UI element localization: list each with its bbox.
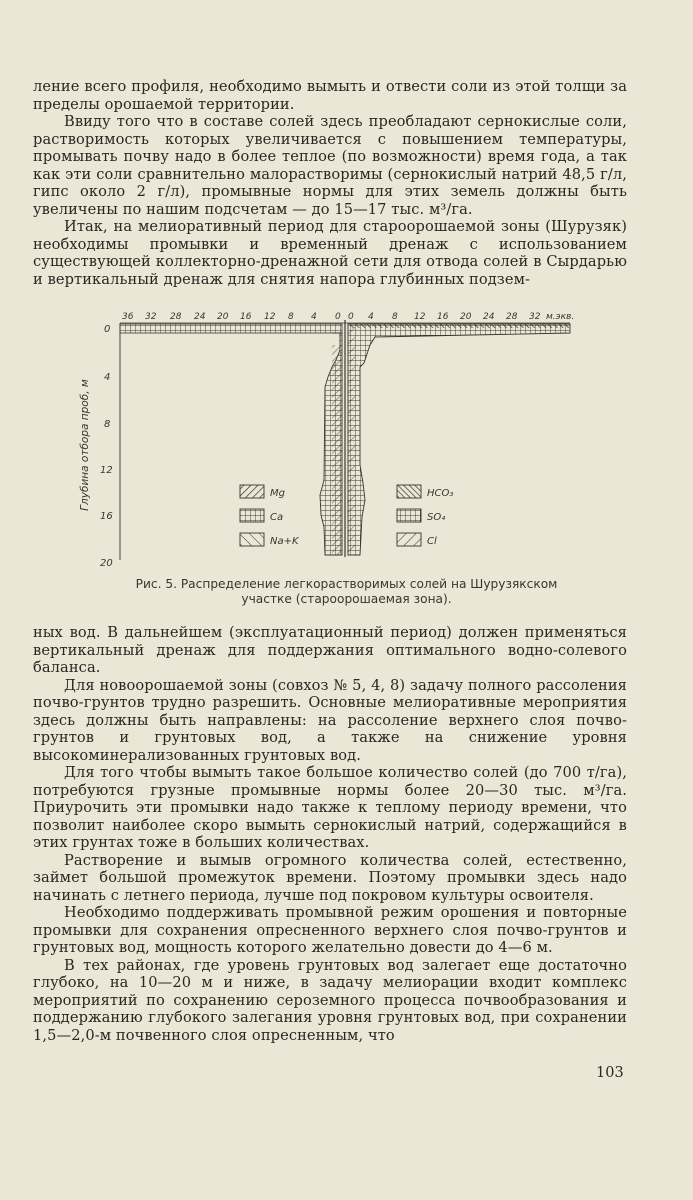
paragraph-leaching-regime: Необходимо поддерживать промывной режим орошения и повторные промывки для сохранения опресненного верхнего слоя почво-грунтов и грунтовых вод, мощность которого желательно довести до 4—6 м. [33, 904, 627, 956]
depth-tick-label: 16 [100, 511, 113, 522]
top-axis-right [348, 312, 574, 322]
tick-label: 24 [194, 312, 206, 322]
cation-surface-band [120, 324, 342, 333]
salt-distribution-figure [70, 305, 630, 570]
tick-label: 8 [392, 312, 398, 322]
depth-tick-label: 4 [104, 372, 111, 383]
tick-label: 28 [170, 312, 182, 322]
legend-swatch-hco3 [397, 485, 421, 498]
paragraph-vertical-drainage: ных вод. В дальнейшем (эксплуатационный период) должен применяться вертикальный дренаж для поддержания оптимального водно-солевого баланса. [33, 624, 627, 676]
legend-cations [240, 485, 300, 547]
cation-profile [120, 324, 342, 555]
depth-axis [100, 324, 113, 569]
tick-label: 32 [529, 312, 541, 322]
anion-profile [348, 324, 570, 555]
legend-swatch-ca [240, 509, 264, 522]
tick-label: 0 [348, 312, 354, 322]
legend-swatch-na-k [240, 533, 264, 546]
caption-line: Рис. 5. Распределение легкорастворимых солей на Шурузякском [135, 577, 558, 591]
tick-label: 12 [264, 312, 276, 322]
depth-tick-label: 8 [104, 419, 111, 430]
paragraph-dissolution-time: Растворение и вымыв огромного количества солей, естественно, займет большой промежуток времени. Поэтому промывки здесь надо начинать с летнего периода, лучше под покровом культуры освоителя. [33, 851, 627, 904]
legend-swatch-mg [240, 485, 264, 498]
tick-label: 20 [460, 312, 472, 322]
cl-stem-layer [348, 327, 355, 555]
legend-label-mg: Mg [270, 488, 285, 499]
tick-label: 32 [145, 312, 157, 322]
hco3-top-layer [348, 324, 570, 328]
tick-label: 8 [288, 312, 294, 322]
axis-unit: м.экв. [546, 312, 575, 322]
legend-label-so4: SO₄ [427, 512, 446, 523]
top-text-block [33, 78, 627, 288]
legend-swatch-so4 [397, 509, 421, 522]
caption-line: участке (староорошаемая зона). [241, 592, 452, 606]
anion-shape [348, 324, 570, 555]
legend-swatch-cl [397, 533, 421, 546]
legend-anions [397, 485, 453, 547]
paragraph-continuation: ление всего профиля, необходимо вымыть и отвести соли из этой толщи за пределы орошаемой территории. [33, 78, 627, 113]
tick-label: 28 [506, 312, 518, 322]
tick-label: 24 [483, 312, 495, 322]
legend-label-na-k: Na+K [270, 536, 299, 547]
mg-stem-layer [332, 345, 342, 555]
top-axis-left [122, 312, 341, 322]
tick-label: 12 [414, 312, 426, 322]
legend-label-cl: Cl [427, 536, 437, 547]
paragraph-new-irrigation-zone: Для новоорошаемой зоны (совхоз № 5, 4, 8) задачу полного рассоления почво-грунтов трудно разрешить. Основные мелиоративные мероприятия здесь должны быть направлены: на рассоление верхнего слоя почво-грунтов и грунтовых вод, а также на снижение уровня высокоминерализованных грунтовых вод. [33, 676, 627, 764]
tick-label: 36 [122, 312, 134, 322]
salt-diagram [70, 305, 630, 570]
tick-label: 20 [217, 312, 229, 322]
depth-axis-title: Глубина отбора проб, м [79, 379, 91, 511]
paragraph-reclamation-period: Итак, на мелиоративный период для староорошаемой зоны (Шурузяк) необходимы промывки и временный дренаж с использованием существующей коллекторно-дренажной сети для отвода солей в Сырдарью и вертикальный дренаж для снятия напора глубинных подзем- [33, 218, 627, 288]
legend-label-hco3: HCO₃ [427, 488, 454, 499]
tick-label: 16 [437, 312, 449, 322]
paragraph-leaching-norms: Для того чтобы вымыть такое большое количество солей (до 700 т/га), потребуются грузные промывные нормы более 20—30 тыс. м³/га. Приурочить эти промывки надо также к теплому периоду времени, что позволит наиболее скоро вымыть сернокислый натрий, содержащийся в этих грунтах тоже в больших количествах. [33, 764, 627, 851]
tick-label: 4 [368, 312, 374, 322]
tick-label: 0 [335, 312, 341, 322]
page-number: 103 [596, 1065, 624, 1081]
legend-label-ca: Ca [270, 512, 284, 523]
figure-caption [60, 577, 633, 607]
depth-tick-label: 0 [104, 324, 111, 335]
paragraph-deep-groundwater: В тех районах, где уровень грунтовых вод залегает еще достаточно глубоко, на 10—20 м и ниже, в задачу мелиорации входит комплекс мероприятий по сохранению сероземного процесса почвообразования и поддержанию глубокого залегания уровня грунтовых вод, при сохранении 1,5—2,0-м почвенного слоя опресненным, что [33, 956, 627, 1044]
depth-tick-label: 20 [100, 558, 113, 569]
tick-label: 16 [240, 312, 252, 322]
paragraph-sulfate-salts: Ввиду того что в составе солей здесь преобладают сернокислые соли, растворимость которых увеличивается с повышением температуры, промывать почву надо в более теплое (по возможности) время года, а так как эти соли сравнительно малорастворимы (сернокислый натрий 48,5 г/л, гипс около 2 г/л), промывные нормы для этих земель должны быть увеличены по нашим подсчетам — до 15—17 тыс. м³/га. [33, 113, 627, 218]
bottom-text-block [33, 624, 627, 1044]
depth-tick-label: 12 [100, 465, 113, 476]
tick-label: 4 [311, 312, 317, 322]
